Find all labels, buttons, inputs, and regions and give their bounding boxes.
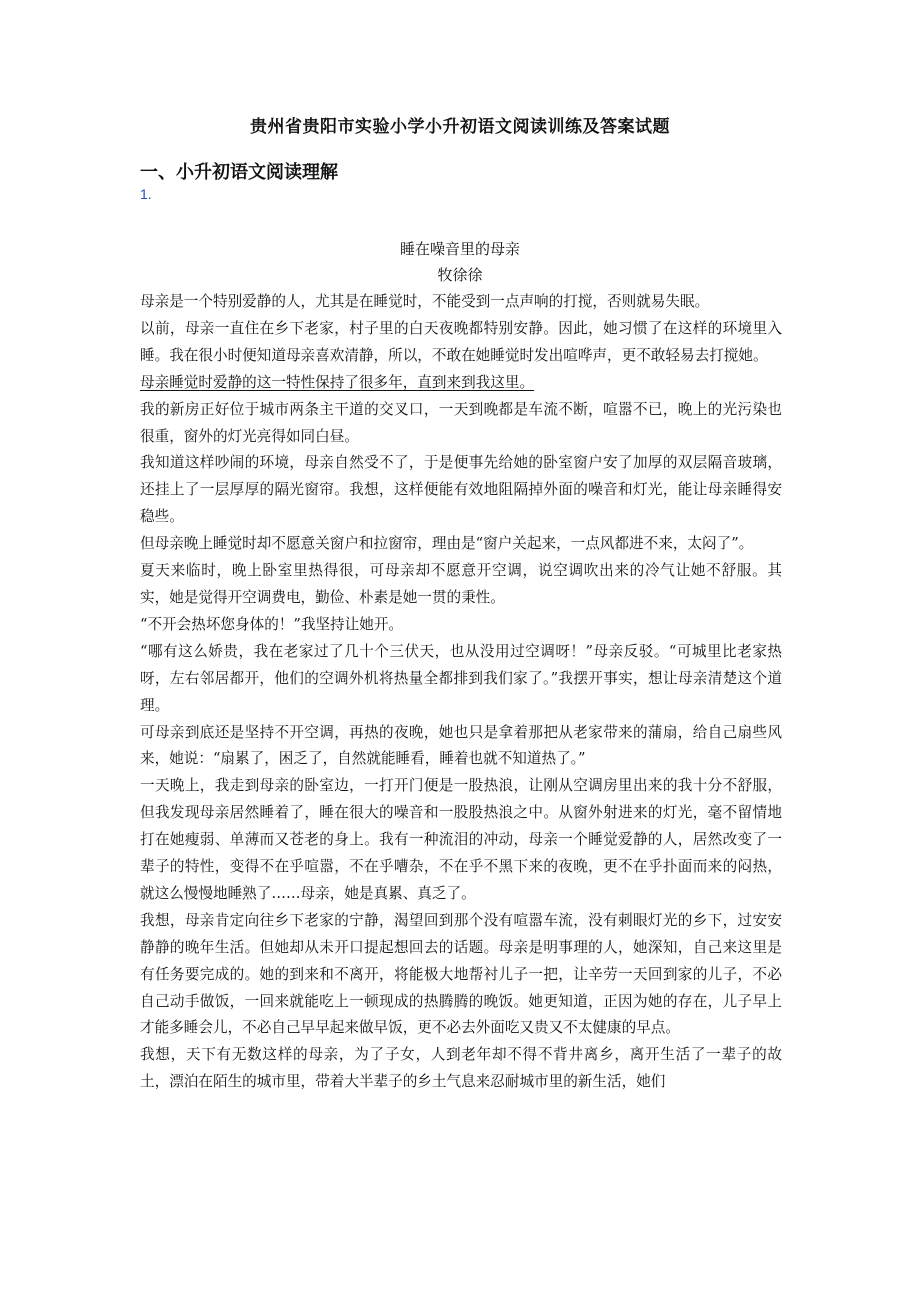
document-title: 贵州省贵阳市实验小学小升初语文阅读训练及答案试题 — [250, 117, 670, 137]
paragraph: 我想，天下有无数这样的母亲，为了子女，人到老年却不得不背井离乡，离开生活了一辈子的故土，漂泊在陌生的城市里，带着大半辈子的乡土气息来忍耐城市里的新生活，她们 — [140, 1046, 782, 1091]
section-heading: 一、小升初语文阅读理解 — [140, 162, 338, 183]
paragraph: “不开会热坏您身体的！”我坚持让她开。 — [140, 615, 404, 633]
paragraph: 母亲是一个特别爱静的人，尤其是在睡觉时，不能受到一点声响的打搅，否则就易失眠。 — [140, 293, 710, 310]
article-author: 牧徐徐 — [437, 266, 483, 284]
paragraph-underlined: 母亲睡觉时爱静的这一特性保持了很多年，直到来到我这里。 — [140, 373, 535, 391]
paragraph: 我知道这样吵闹的环境，母亲自然受不了，于是便事先给她的卧室窗户安了加厚的双层隔音玻璃，还挂上了一层厚厚的隔光窗帘。我想，这样便能有效地阻隔掉外面的噪音和灯光，能让母亲睡得安稳些。 — [140, 454, 782, 526]
paragraph: 以前，母亲一直住在乡下老家，村子里的白天夜晚都特别安静。因此，她习惯了在这样的环境里入睡。我在很小时便知道母亲喜欢清静，所以，不敢在她睡觉时发出喧哗声，更不敢轻易去打搅她。 — [140, 319, 782, 364]
paragraph: 夏天来临时，晚上卧室里热得很，可母亲却不愿意开空调，说空调吹出来的冷气让她不舒服。其实，她是觉得开空调费电，勤俭、朴素是她一贯的秉性。 — [140, 562, 782, 606]
question-number: 1. — [140, 186, 152, 202]
paragraph: “哪有这么娇贵，我在老家过了几十个三伏天，也从没用过空调呀！”母亲反驳。“可城里比老家热呀，左右邻居都开，他们的空调外机将热量全都排到我们家了。”我摆开事实，想让母亲清楚这个道理。 — [140, 642, 782, 714]
paragraph: 但母亲晚上睡觉时却不愿意关窗户和拉窗帘，理由是“窗户关起来，一点风都进不来，太闷了”。 — [140, 535, 754, 553]
article-title: 睡在噪音里的母亲 — [399, 240, 520, 258]
paragraph: 我的新房正好位于城市两条主干道的交叉口，一天到晚都是车流不断，喧嚣不已，晚上的光污染也很重，窗外的灯光亮得如同白昼。 — [140, 400, 782, 445]
article-body — [140, 289, 782, 1096]
paragraph: 一天晚上，我走到母亲的卧室边，一打开门便是一股热浪，让刚从空调房里出来的我十分不舒服，但我发现母亲居然睡着了，睡在很大的噪音和一股股热浪之中。从窗外射进来的灯光，毫不留情地打在她瘦弱、单薄而又苍老的身上。我有一种流泪的冲动，母亲一个睡觉爱静的人，居然改变了一辈子的特性，变得不在乎喧嚣，不在乎嘈杂，不在乎不黑下来的夜晚，更不在乎扑面而来的闷热，就这么慢慢地睡熟了……母亲，她是真累、真乏了。 — [140, 777, 782, 902]
paragraph: 可母亲到底还是坚持不开空调，再热的夜晚，她也只是拿着那把从老家带来的蒲扇，给自己扇些风来，她说：“扇累了，困乏了，自然就能睡看，睡着也就不知道热了。” — [140, 723, 782, 768]
paragraph: 我想，母亲肯定向往乡下老家的宁静，渴望回到那个没有喧嚣车流，没有刺眼灯光的乡下，过安安静静的晚年生活。但她却从未开口提起想回去的话题。母亲是明事理的人，她深知，自己来这里是有任务要完成的。她的到来和不离开，将能极大地帮衬儿子一把，让辛劳一天回到家的儿子，不必自己动手做饭，一回来就能吃上一顿现成的热腾腾的晚饭。她更知道，正因为她的存在，儿子早上才能多睡会儿，不必自己早早起来做早饭，更不必去外面吃又贵又不太健康的早点。 — [140, 911, 782, 1037]
